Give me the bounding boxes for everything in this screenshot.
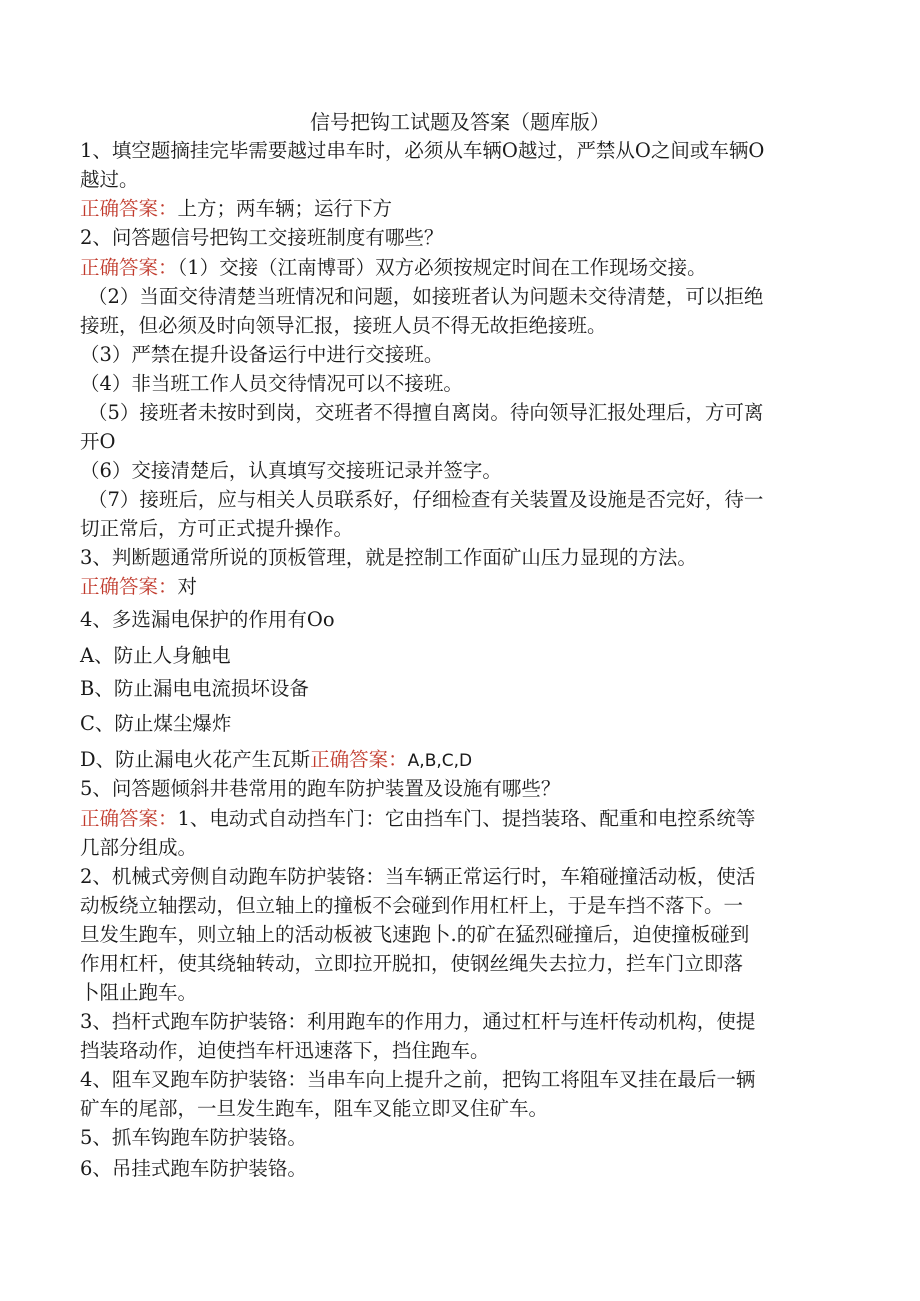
q4-option-b: B、防止漏电电流损坏设备 [80, 677, 309, 700]
q2-item6: （6）交接清楚后，认真填写交接班记录并签字。 [80, 459, 502, 482]
q5-answer-line1 [80, 805, 755, 833]
q5-answer-item1-line2: 几部分组成。 [80, 836, 198, 859]
q4-option-a: A、防止人身触电 [80, 644, 231, 667]
q2-answer-item1: （1）交接（江南博哥）双方必须按规定时间在工作现场交接。 [177, 256, 707, 279]
q5-answer-item2-line5: 卜阻止跑车。 [80, 981, 198, 1004]
q5-answer-item1-line1: 1、电动式自动挡车门：它由挡车门、提挡装珞、配重和电控系统等 [177, 807, 756, 830]
q5-answer-item2-line2: 动板绕立轴摆动，但立轴上的撞板不会碰到作用杠杆上，于是车挡不落下。一 [80, 894, 744, 917]
q2-item5-line2: 开O [80, 430, 116, 453]
answer-label: 正确答案： [80, 256, 178, 279]
q4-option-d-with-answer [80, 746, 472, 775]
answer-label: 正确答案： [80, 575, 178, 598]
q4-option-d: D、防止漏电火花产生瓦斯 [80, 748, 311, 771]
answer-label: 正确答案： [310, 748, 408, 771]
q5-answer-item4-line1: 4、阻车叉跑车防护装铬：当串车向上提升之前，把钩工将阻车叉挂在最后一辆 [80, 1068, 756, 1091]
q1-text-line2: 越过。 [80, 168, 139, 191]
q5-answer-item5: 5、抓车钩跑车防护装铬。 [80, 1126, 307, 1149]
q2-item7-line2: 切正常后，方可正式提升操作。 [80, 517, 354, 540]
q4-answer-value: A,B,C,D [407, 751, 473, 771]
document-title: 信号把钩工试题及答案（题库版） [310, 110, 610, 134]
q4-text: 4、多选漏电保护的作用有Oo [80, 608, 335, 631]
q4-option-c: C、防止煤尘爆炸 [80, 712, 232, 735]
q2-text: 2、问答题信号把钩工交接班制度有哪些？ [80, 226, 444, 249]
q2-item4: （4）非当班工作人员交待情况可以不接班。 [80, 372, 463, 395]
q5-answer-item6: 6、吊挂式跑车防护装铬。 [80, 1157, 307, 1180]
q3-answer [80, 573, 197, 601]
q2-item7-line1: （7）接班后，应与相关人员联系好，仔细检查有关装置及设施是否完好，待一 [88, 488, 764, 511]
q5-answer-item2-line4: 作用杠杆，使其绕轴转动，立即拉开脱扣，使钢丝绳失去拉力，拦车门立即落 [80, 952, 744, 975]
q1-answer-value: 上方；两车辆；运行下方 [177, 197, 393, 220]
q5-text: 5、问答题倾斜井巷常用的跑车防护装置及设施有哪些？ [80, 777, 561, 800]
q5-answer-item3-line1: 3、挡杆式跑车防护装铬：利用跑车的作用力，通过杠杆与连杆传动机构，使提 [80, 1010, 756, 1033]
answer-label: 正确答案： [80, 807, 178, 830]
q5-answer-item2-line3: 旦发生跑车，则立轴上的活动板被飞速跑卜.的矿在猛烈碰撞后，迫使撞板碰到 [80, 923, 750, 946]
q1-text-line1: 1、填空题摘挂完毕需要越过串车时，必须从车辆O越过，严禁从O之间或车辆O [80, 139, 765, 162]
q3-text: 3、判断题通常所说的顶板管理，就是控制工作面矿山压力显现的方法。 [80, 546, 697, 569]
q5-answer-item4-line2: 矿车的尾部，一旦发生跑车，阻车叉能立即叉住矿车。 [80, 1097, 549, 1120]
q2-item2-line1: （2）当面交待清楚当班情况和问题，如接班者认为问题未交待清楚，可以拒绝 [88, 285, 764, 308]
q2-item5-line1: （5）接班者未按时到岗，交班者不得擅自离岗。待向领导汇报处理后，方可离 [88, 401, 764, 424]
q5-answer-item3-line2: 挡装珞动作，迫使挡车杆迅速落下，挡住跑车。 [80, 1039, 490, 1062]
q1-answer [80, 195, 392, 223]
q2-item3: （3）严禁在提升设备运行中进行交接班。 [80, 343, 444, 366]
q3-answer-value: 对 [177, 575, 198, 598]
q5-answer-item2-line1: 2、机械式旁侧自动跑车防护装铬：当车辆正常运行时，车箱碰撞活动板，使活 [80, 865, 756, 888]
answer-label: 正确答案： [80, 197, 178, 220]
q2-answer-line1 [80, 254, 707, 282]
q2-item2-line2: 接班，但必须及时向领导汇报，接班人员不得无故拒绝接班。 [80, 314, 607, 337]
